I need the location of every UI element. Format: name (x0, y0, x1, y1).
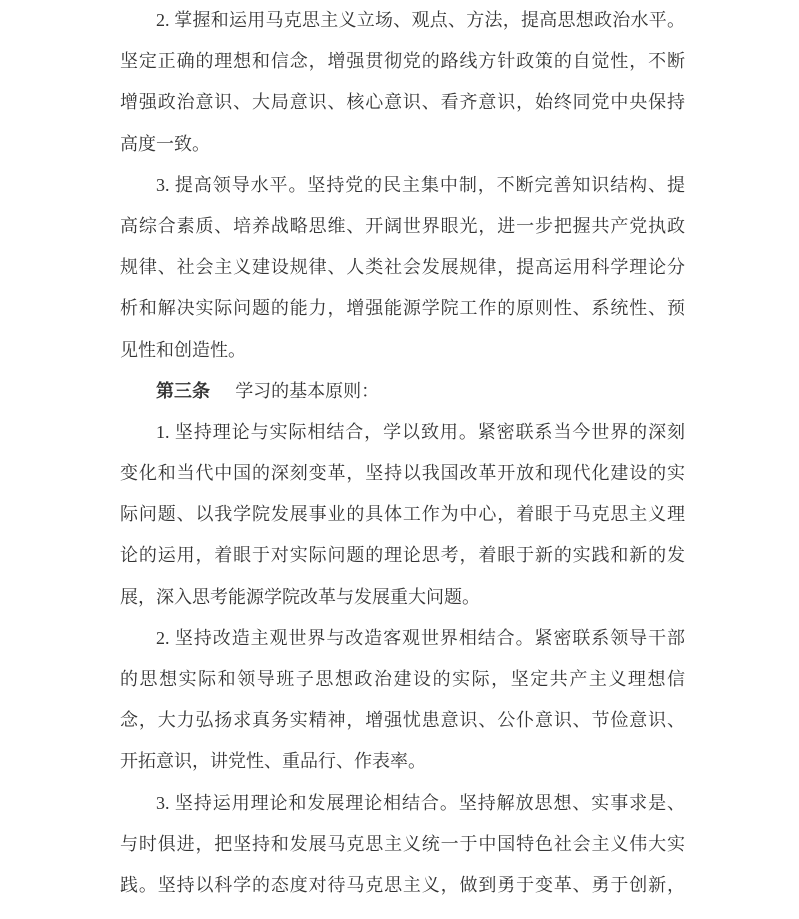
text-line: 高度一致。 (120, 133, 210, 154)
text-line: 规律、社会主义建设规律、人类社会发展规律，提高运用科学理论分 (120, 257, 685, 278)
text-line: 坚定正确的理想和信念，增强贯彻党的路线方针政策的自觉性，不断 (120, 51, 685, 72)
article-heading-line (120, 371, 685, 412)
text-line: 2. 掌握和运用马克思主义立场、观点、方法，提高思想政治水平。 (156, 10, 685, 30)
text-line: 开拓意识，讲党性、重品行、作表率。 (120, 751, 426, 772)
text-line: 见性和创造性。 (120, 339, 246, 360)
text-line: 3. 坚持运用理论和发展理论相结合。坚持解放思想、实事求是、 (156, 792, 685, 813)
text-line: 1. 坚持理论与实际相结合，学以致用。紧密联系当今世界的深刻 (156, 421, 685, 442)
paragraph (120, 0, 685, 165)
paragraph (120, 165, 685, 371)
text-line: 变化和当代中国的深刻变革，坚持以我国改革开放和现代化建设的实 (120, 463, 685, 484)
text-line: 与时俱进，把坚持和发展马克思主义统一于中国特色社会主义伟大实 (120, 833, 685, 854)
text-line: 增强政治意识、大局意识、核心意识、看齐意识，始终同党中央保持 (120, 92, 685, 113)
article-number: 第三条 (156, 380, 210, 401)
article-heading-text: 学习的基本原则： (235, 380, 380, 401)
paragraph (120, 618, 685, 783)
text-line: 践。坚持以科学的态度对待马克思主义，做到勇于变革、勇于创新， (120, 874, 685, 895)
paragraph (120, 783, 685, 907)
text-line: 际问题、以我学院发展事业的具体工作为中心，着眼于马克思主义理 (120, 504, 685, 525)
text-line: 析和解决实际问题的能力，增强能源学院工作的原则性、系统性、预 (120, 298, 685, 319)
text-line: 高综合素质、培养战略思维、开阔世界眼光，进一步把握共产党执政 (120, 215, 685, 236)
text-line: 论的运用，着眼于对实际问题的理论思考，着眼于新的实践和新的发 (120, 545, 685, 566)
text-line: 念，大力弘扬求真务实精神，增强忧患意识、公仆意识、节俭意识、 (120, 710, 685, 731)
text-line: 的思想实际和领导班子思想政治建设的实际，坚定共产主义理想信 (120, 669, 685, 689)
text-line: 2. 坚持改造主观世界与改造客观世界相结合。紧密联系领导干部 (156, 627, 685, 648)
text-line: 展，深入思考能源学院改革与发展重大问题。 (120, 586, 480, 607)
text-column (120, 0, 685, 906)
paragraph (120, 412, 685, 618)
text-line: 3. 提高领导水平。坚持党的民主集中制，不断完善知识结构、提 (156, 174, 685, 195)
